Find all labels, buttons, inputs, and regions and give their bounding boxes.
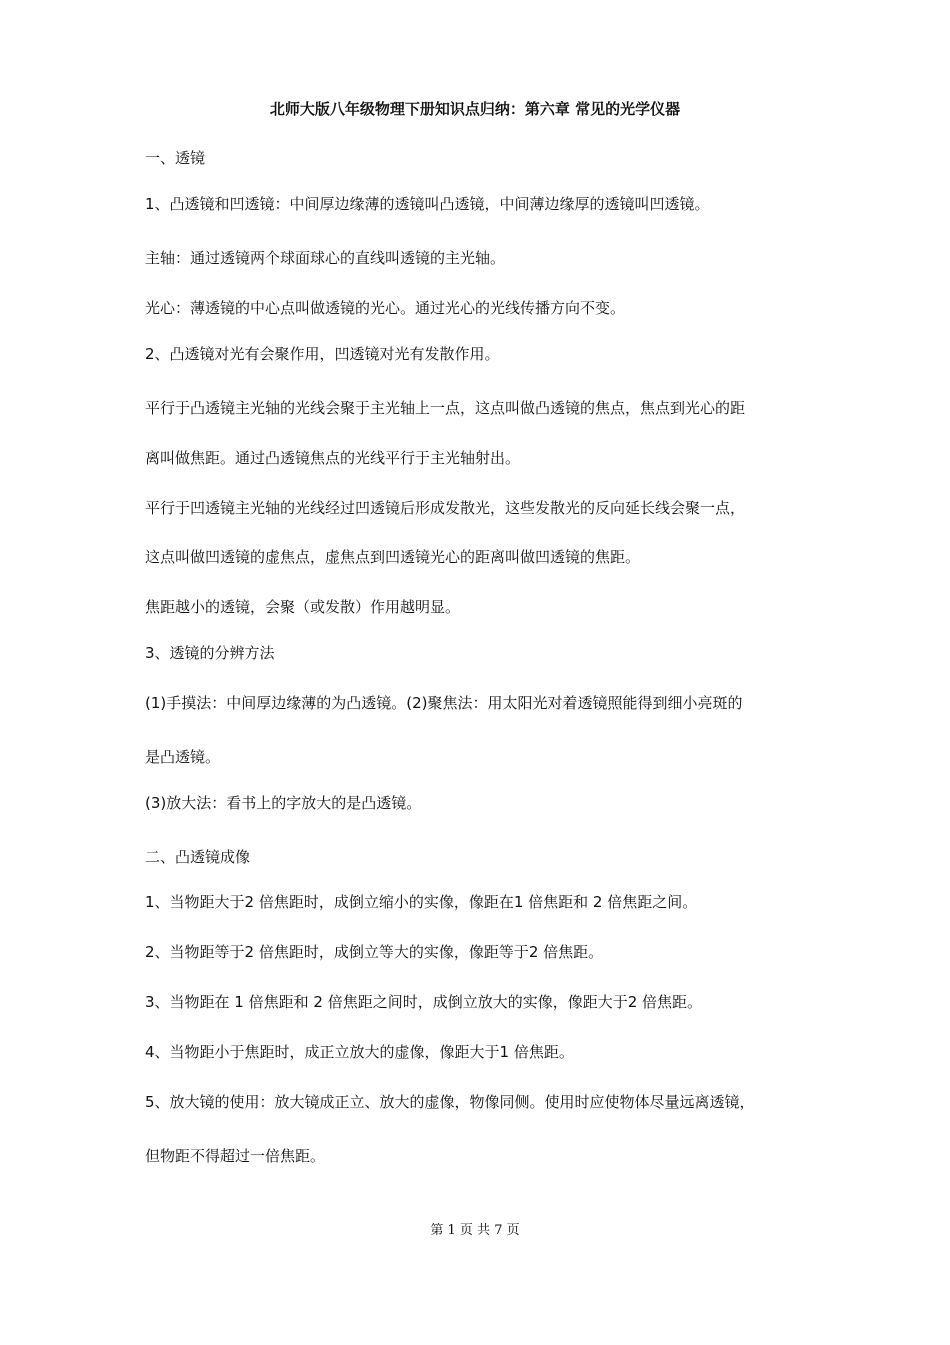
paragraph-line: 这点叫做凹透镜的虚焦点，虚焦点到凹透镜光心的距离叫做凹透镜的焦距。 — [145, 548, 641, 566]
paragraph-line: 2、凸透镜对光有会聚作用，凹透镜对光有发散作用。 — [145, 345, 500, 363]
paragraph-line: 1、当物距大于2 倍焦距时，成倒立缩小的实像，像距在1 倍焦距和 2 倍焦距之间。 — [145, 893, 698, 911]
paragraph-line: 离叫做焦距。通过凸透镜焦点的光线平行于主光轴射出。 — [145, 449, 521, 467]
paragraph-line: 但物距不得超过一倍焦距。 — [145, 1147, 326, 1165]
paragraph-line: 4、当物距小于焦距时，成正立放大的虚像，像距大于1 倍焦距。 — [145, 1043, 574, 1061]
section-heading: 二、凸透镜成像 — [145, 848, 251, 866]
paragraph-line: 光心：薄透镜的中心点叫做透镜的光心。通过光心的光线传播方向不变。 — [145, 299, 626, 317]
paragraph-line: 1、凸透镜和凹透镜：中间厚边缘薄的透镜叫凸透镜，中间薄边缘厚的透镜叫凹透镜。 — [145, 195, 710, 213]
paragraph-line: 是凸透镜。 — [145, 748, 221, 766]
paragraph-line: 5、放大镜的使用：放大镜成正立、放大的虚像，物像同侧。使用时应使物体尽量远离透镜， — [145, 1093, 755, 1111]
document-title: 北师大版八年级物理下册知识点归纳：第六章 常见的光学仪器 — [269, 100, 681, 118]
paragraph-line: (3)放大法：看书上的字放大的是凸透镜。 — [145, 794, 422, 812]
paragraph-line: 3、当物距在 1 倍焦距和 2 倍焦距之间时，成倒立放大的实像，像距大于2 倍焦距。 — [145, 993, 703, 1011]
paragraph-line: 主轴：通过透镜两个球面球心的直线叫透镜的主光轴。 — [145, 249, 506, 267]
paragraph-line: 平行于凹透镜主光轴的光线经过凹透镜后形成发散光，这些发散光的反向延长线会聚一点， — [145, 499, 746, 517]
paragraph-line: 焦距越小的透镜，会聚（或发散）作用越明显。 — [145, 598, 461, 616]
paragraph-line: (1)手摸法：中间厚边缘薄的为凸透镜。(2)聚焦法：用太阳光对着透镜照能得到细小亮斑的 — [145, 694, 743, 712]
page-number: 第 1 页 共 7 页 — [430, 1223, 520, 1238]
paragraph-line: 平行于凸透镜主光轴的光线会聚于主光轴上一点，这点叫做凸透镜的焦点，焦点到光心的距 — [145, 399, 746, 417]
section-heading: 一、透镜 — [145, 149, 206, 167]
paragraph-line: 2、当物距等于2 倍焦距时，成倒立等大的实像，像距等于2 倍焦距。 — [145, 943, 604, 961]
paragraph-line: 3、透镜的分辨方法 — [145, 644, 275, 662]
